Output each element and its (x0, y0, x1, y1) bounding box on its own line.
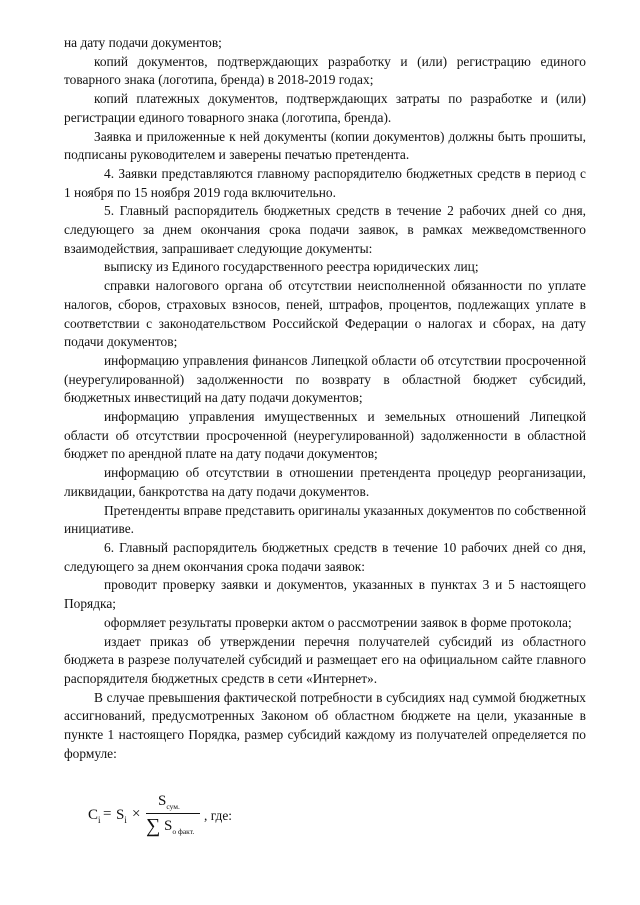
paragraph: Заявка и приложенные к ней документы (копии документов) должны быть прошиты, подписаны руководителем и заверены печатью претендента. (64, 128, 586, 163)
formula-tail: , где: (204, 808, 232, 823)
paragraph: 4. Заявки представляются главному распорядителю бюджетных средств в период с 1 ноября по 15 ноября 2019 года включительно. (64, 165, 586, 200)
paragraph: копий документов, подтверждающих разработку и (или) регистрацию единого товарного знака (логотипа, бренда) в 2018-2019 годах; (64, 53, 586, 88)
paragraph: на дату подачи документов; (64, 35, 222, 50)
paragraph: копий платежных документов, подтверждающих затраты по разработке и (или) регистрации единого товарного знака (логотипа, бренда). (64, 91, 586, 125)
document-body (64, 34, 586, 763)
paragraph: 5. Главный распорядитель бюджетных средств в течение 2 рабочих дней со дня, следующего за днем окончания срока подачи заявок, в рамках межведомственного взаимодействия, запрашивает следующие документы: (64, 203, 586, 256)
formula-equals: = (103, 806, 112, 822)
paragraph: проводит проверку заявки и документов, указанных в пунктах 3 и 5 настоящего Порядка; (64, 577, 586, 612)
paragraph: информацию управления финансов Липецкой области об отсутствии просроченной (неурегулированной) задолженности по возврату в областной бюджет субсидий, бюджетных инвестиций на дату подачи документов; (64, 352, 586, 406)
formula-s: $S_i$ (116, 807, 127, 825)
paragraph: оформляет результаты проверки актом о рассмотрении заявок в форме протокола; (104, 614, 572, 630)
formula-times: × (132, 806, 141, 822)
formula-fraction (144, 792, 202, 840)
sum-sign: ∑ (146, 815, 161, 837)
formula-denominator: $S_{о факт.}$ (164, 818, 195, 836)
paragraph: выписку из Единого государственного реестра юридических лиц; (104, 259, 479, 275)
paragraph: справки налогового органа об отсутствии неисполненной обязанности по уплате налогов, сборов, страховых взносов, пеней, штрафов, процентов, подлежащих уплате в соответствии с законодательством Российской Федерации о налогах и сборах, на дату подачи документов; (64, 278, 586, 350)
subsidy-formula (88, 792, 288, 842)
formula-c: $C_i$ (88, 807, 101, 825)
paragraph: информацию управления имущественных и земельных отношений Липецкой области об отсутствии просроченной (неурегулированной) задолженности в областной бюджет по арендной плате на дату подачи документов; (64, 409, 586, 462)
paragraph: Претенденты вправе представить оригиналы указанных документов по собственной инициативе. (64, 502, 587, 537)
paragraph: В случае превышения фактической потребности в субсидиях над суммой бюджетных ассигнований, предусмотренных Законом об областном бюджете на цели, указанные в пункте 1 настоящего Порядка, размер субсидий каждому из получателей определяется по формуле: (64, 689, 586, 761)
paragraph: информацию об отсутствии в отношении претендента процедур реорганизации, ликвидации, банкротства на дату подачи документов. (64, 465, 586, 499)
paragraph: издает приказ об утверждении перечня получателей субсидий из областного бюджета в разрезе получателей субсидий и размещает его на официальном сайте главного распорядителя бюджетных средств в сети «Интернет». (64, 633, 586, 686)
formula-numerator: $S_{сум.}$ (158, 793, 180, 811)
paragraph: 6. Главный распорядитель бюджетных средств в течение 10 рабочих дней со дня, следующего за днем окончания срока подачи заявок: (64, 539, 586, 574)
